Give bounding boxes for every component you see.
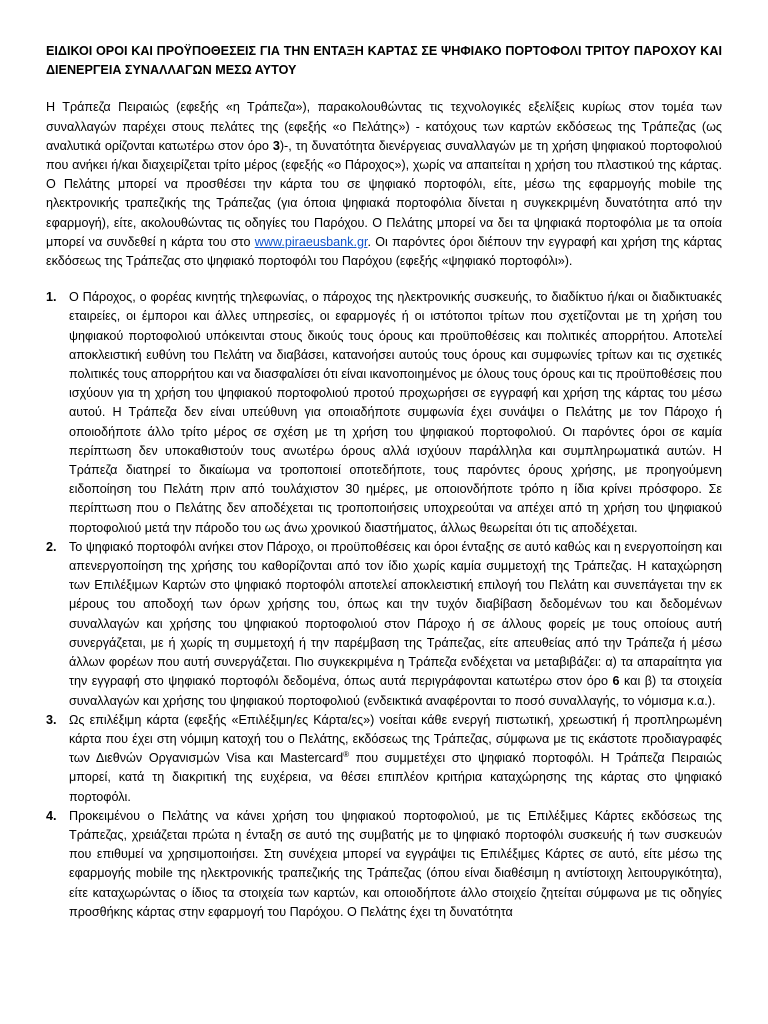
term-item-3 (46, 711, 722, 807)
piraeusbank-link[interactable]: www.piraeusbank.gr (254, 234, 368, 249)
intro-paragraph (46, 98, 722, 271)
intro-text-1: Η Τράπεζα Πειραιώς (εφεξής «η Τράπεζα»), παρακολουθώντας τις τεχνολογικές εξελίξεις κυρίως στον τομέα των συναλλαγών παρέχει στους πελάτες της (εφεξής «ο Πελάτης») - κατόχους των καρτών εκδόσεως της Τράπεζας (ως αναλυτικά ορίζονται κατωτέρω στον όρο (46, 100, 722, 153)
registered-mark: ® (343, 749, 350, 759)
intro-text-3: . Οι παρόντες όροι διέπουν την εγγραφή και χρήση της κάρτας εκδόσεως της Τράπεζας στο ψηφιακό πορτοφόλι του Παρόχου (εφεξής «ψηφιακό πορτοφόλι»). (46, 234, 722, 269)
term-reference: 6 (612, 674, 620, 689)
term-number: 3. (46, 712, 57, 727)
term-number: 2. (46, 539, 57, 554)
document-title: ΕΙΔΙΚΟΙ ΟΡΟΙ ΚΑΙ ΠΡΟΫΠΟΘΕΣΕΙΣ ΓΙΑ ΤΗΝ ΕΝΤΑΞΗ ΚΑΡΤΑΣ ΣΕ ΨΗΦΙΑΚΟ ΠΟΡΤΟΦΟΛΙ ΤΡΙΤΟΥ ΠΑΡΟΧΟΥ ΚΑΙ ΔΙΕΝΕΡΓΕΙΑ ΣΥΝΑΛΛΑΓΩΝ ΜΕΣΩ ΑΥΤΟΥ (46, 44, 722, 78)
intro-text-2: )-, τη δυνατότητα διενέργειας συναλλαγών με τη χρήση ψηφιακού πορτοφολιού που ανήκει ή/και διαχειρίζεται τρίτο μέρος (εφεξής «ο Πάροχος»), χωρίς να απαιτείται η χρήση του πλαστικού της κάρτας. Ο Πελάτης μπορεί να προσθέσει την κάρτα του σε ψηφιακό πορτοφόλι, είτε, μέσω της εφαρμογής mobile της ηλεκτρονικής τραπεζικής της Τράπεζας (για όποια ψηφιακά πορτοφόλια δίνεται η συγκεκριμένη δυνατότητα από την εφαρμογή), είτε, ακολουθώντας τις οδηγίες του Παρόχου. Ο Πελάτης μπορεί να δει τα ψηφιακά πορτοφόλια με τα οποία μπορεί να συνδεθεί η κάρτα του στο (46, 138, 722, 249)
term-text-a: Ως επιλέξιμη κάρτα (εφεξής «Επιλέξιμη/ες Κάρτα/ες») νοείται κάθε ενεργή πιστωτική, χρεωστική ή προπληρωμένη κάρτα που έχει στη νόμιμη κατοχή του ο Πελάτης, εκδόσεως της Τράπεζας, σύμφωνα με τις εκάστοτε προδιαγραφές των Διεθνών Οργανισμών Visa και Mastercard (69, 712, 722, 766)
term-text-a: Το ψηφιακό πορτοφόλι ανήκει στον Πάροχο, οι προϋποθέσεις και όροι ένταξης σε αυτό καθώς και η ενεργοποίηση και απενεργοποίηση της χρήσης του καθορίζονται από τον ίδιο χωρίς καμία συμμετοχή της Τράπεζας. Η καταχώρηση των Επιλέξιμων Καρτών στο ψηφιακό πορτοφόλι αποτελεί αποκλειστική επιλογή του Πελάτη και συνεπάγεται την εκ μέρους του αποδοχή των όρων χρήσης του, όπως και την τυχόν διαβίβαση δεδομένων του και δεδομένων συναλλαγών και χρήσης του ψηφιακού πορτοφολιού στον Πάροχο ή σε άλλους φορείς με τους οποίους αυτή συνεργάζεται, με ή χωρίς τη συμμετοχή ή την παρέμβαση της Τράπεζας, είτε απευθείας από την Τράπεζα ή μέσω άλλων φορέων που αυτή συνεργάζεται. Πιο συγκεκριμένα η Τράπεζα ενδέχεται να μεταβιβάζει: α) τα απαραίτητα για την εγγραφή στο ψηφιακό πορτοφόλι δεδομένα, όπως αυτά περιγράφονται κατωτέρω στον όρο (69, 539, 722, 689)
term-text: Προκειμένου ο Πελάτης να κάνει χρήση του ψηφιακού πορτοφολιού, με τις Επιλέξιμες Κάρτες εκδόσεως της Τράπεζας, χρειάζεται πρώτα η ένταξη σε αυτό της συμβατής με το ψηφιακό πορτοφόλι συσκευής ή των συσκευών που επιθυμεί να χρησιμοποιήσει. Στη συνέχεια μπορεί να εγγράψει τις Επιλέξιμες Κάρτες σε αυτό, είτε μέσω της εφαρμογής mobile της ηλεκτρονικής τραπεζικής της Τράπεζας (όπου είναι διαθέσιμη η αντίστοιχη λειτουργικότητα), είτε καταχωρώντας ο ίδιος τα στοιχεία των καρτών, και οποιοδήποτε άλλο στοιχείο ζητείται σύμφωνα με τις οδηγίες προσθήκης κάρτας στην εφαρμογή του Παρόχου. Ο Πελάτης έχει τη δυνατότητα (69, 808, 722, 919)
term-item-2 (46, 538, 722, 711)
intro-term-reference: 3 (272, 138, 280, 153)
term-item-1 (46, 288, 722, 538)
term-number: 4. (46, 808, 57, 823)
term-text-b: που συμμετέχει στο ψηφιακό πορτοφόλι. Η Τράπεζα Πειραιώς μπορεί, κατά τη διακριτική της ευχέρεια, να θέσει επιπλέον κριτήρια καταχώρησης της κάρτας στο ψηφιακό πορτοφόλι. (69, 751, 722, 804)
term-text: Ο Πάροχος, ο φορέας κινητής τηλεφωνίας, ο πάροχος της ηλεκτρονικής συσκευής, το διαδίκτυο ή/και οι διαδικτυακές εταιρείες, οι έμποροι και άλλες υπηρεσίες, οι εφαρμογές ή οι ιστότοποι τρίτων που σχετίζονται με τη χρήση του ψηφιακού πορτοφολιού υπόκεινται στους δικούς τους όρους και προϋποθέσεις και πολιτικές απορρήτου. Αποτελεί αποκλειστική ευθύνη του Πελάτη να διαβάσει, κατανοήσει αυτούς τους όρους και συμφωνίες τρίτων και τις σχετικές πολιτικές τους απορρήτου και να διασφαλίσει ότι είναι ικανοποιημένος με όλους τους όρους και τις προϋποθέσεις που ισχύουν για τη χρήση του ψηφιακού πορτοφολιού προτού προχωρήσει σε εγγραφή και χρήση της κάρτας του μέσω αυτού. Η Τράπεζα δεν είναι υπεύθυνη για οποιαδήποτε συμφωνία έχει συνάψει ο Πελάτης με τον Πάροχο ή οποιοδήποτε άλλο τρίτο μέρος σε σχέση με τη χρήση του ψηφιακού πορτοφολιού. Οι παρόντες όροι σε καμία περίπτωση δεν υποκαθιστούν τους ανωτέρω όρους αλλά ισχύουν παράλληλα και συμπληρωματικά αυτών. Η Τράπεζα διατηρεί το δικαίωμα να τροποποιεί οποτεδήποτε, τους παρόντες όρους χρήσης, με προηγούμενη ειδοποίηση του Πελάτη πριν από τουλάχιστον 30 ημέρες, με οποιονδήποτε τρόπο η ίδια κρίνει πρόσφορο. Σε περίπτωση που ο Πελάτης δεν αποδέχεται τις τροποποιήσεις υποχρεούται να απέχει από τη χρήση του ψηφιακού πορτοφολιού μετά την πάροδο του ως άνω χρονικού διαστήματος, άλλως θεωρείται ότι τις αποδέχεται. (69, 290, 722, 535)
terms-list (46, 288, 722, 922)
term-item-4 (46, 807, 722, 922)
term-text-b: και β) τα στοιχεία συναλλαγών και χρήσης του ψηφιακού πορτοφολιού (ενδεικτικά αναφέρονται το ποσό συναλλαγής, το νόμισμα κ.α.). (69, 674, 722, 708)
term-number: 1. (46, 290, 57, 305)
